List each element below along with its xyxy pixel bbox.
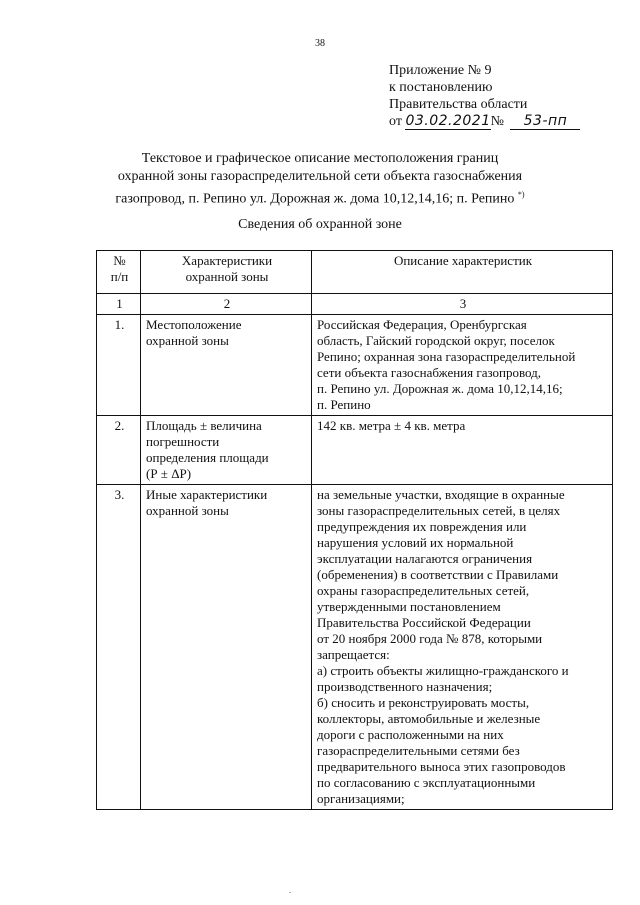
header-description: Описание характеристик	[312, 251, 613, 294]
from-label: от	[389, 114, 402, 129]
index-cell: 2	[141, 294, 312, 315]
row-characteristic: Местоположение охранной зоны	[141, 315, 312, 416]
table-row	[97, 416, 613, 485]
scan-mark: .	[289, 886, 291, 895]
table-row	[97, 315, 613, 416]
index-cell: 3	[312, 294, 613, 315]
row-characteristic: Иные характеристики охранной зоны	[141, 485, 312, 810]
appendix-line-resolution: к постановлению	[389, 80, 493, 95]
table-index-row	[97, 294, 613, 315]
appendix-line-government: Правительства области	[389, 97, 528, 112]
index-cell: 1	[97, 294, 141, 315]
appendix-date-line	[389, 113, 580, 130]
title-line-1: Текстовое и графическое описание местоположения границ	[141, 151, 499, 166]
title-line-2: охранной зоны газораспределительной сети объекта газоснабжения	[117, 169, 523, 184]
title-line-3: газопровод, п. Репино ул. Дорожная ж. дома 10,12,14,16; п. Репино *)	[115, 190, 525, 207]
row-description: на земельные участки, входящие в охранные зоны газораспределительных сетей, в целях предупреждения их повреждения или нарушения условий их нормальной эксплуатации налагаются ограничения (обременения) в соответствии с Правилами охраны газораспределительных сетей, утвержденными постановлением Правительства Российской Федерации от 20 ноября 2000 года № 878, которыми запрещается: а) строить объекты жилищно-гражданского и производственного назначения; б) сносить и реконструировать мосты, коллекторы, автомобильные и железные дороги с расположенными на них газораспределительными сетями без предварительного выноса этих газопроводов по согласованию с эксплуатационными организациями;	[312, 485, 613, 810]
header-characteristics: Характеристики охранной зоны	[141, 251, 312, 294]
appendix-title: Приложение № 9	[389, 63, 492, 78]
row-number: 1.	[97, 315, 141, 416]
section-subtitle: Сведения об охранной зоне	[238, 217, 402, 232]
footnote-mark: *)	[517, 190, 525, 199]
row-description: Российская Федерация, Оренбургская область, Гайский городской округ, поселок Репино; охранная зона газораспределительной сети объекта газоснабжения газопровод, п. Репино ул. Дорожная ж. дома 10,12,14,16; п. Репино	[312, 315, 613, 416]
header-number: № п/п	[97, 251, 141, 294]
row-number: 3.	[97, 485, 141, 810]
handwritten-number: 53-пп	[510, 114, 580, 130]
page-number: 38	[315, 38, 325, 49]
table-header-row	[97, 251, 613, 294]
row-characteristic: Площадь ± величина погрешности определения площади (Р ± ΔР)	[141, 416, 312, 485]
number-label: №	[490, 114, 504, 129]
protection-zone-table	[96, 250, 613, 810]
handwritten-date: 03.02.2021	[405, 113, 491, 129]
appendix-block	[389, 62, 580, 130]
table-row	[97, 485, 613, 810]
row-number: 2.	[97, 416, 141, 485]
document-title	[60, 150, 580, 209]
row-description: 142 кв. метра ± 4 кв. метра	[312, 416, 613, 485]
